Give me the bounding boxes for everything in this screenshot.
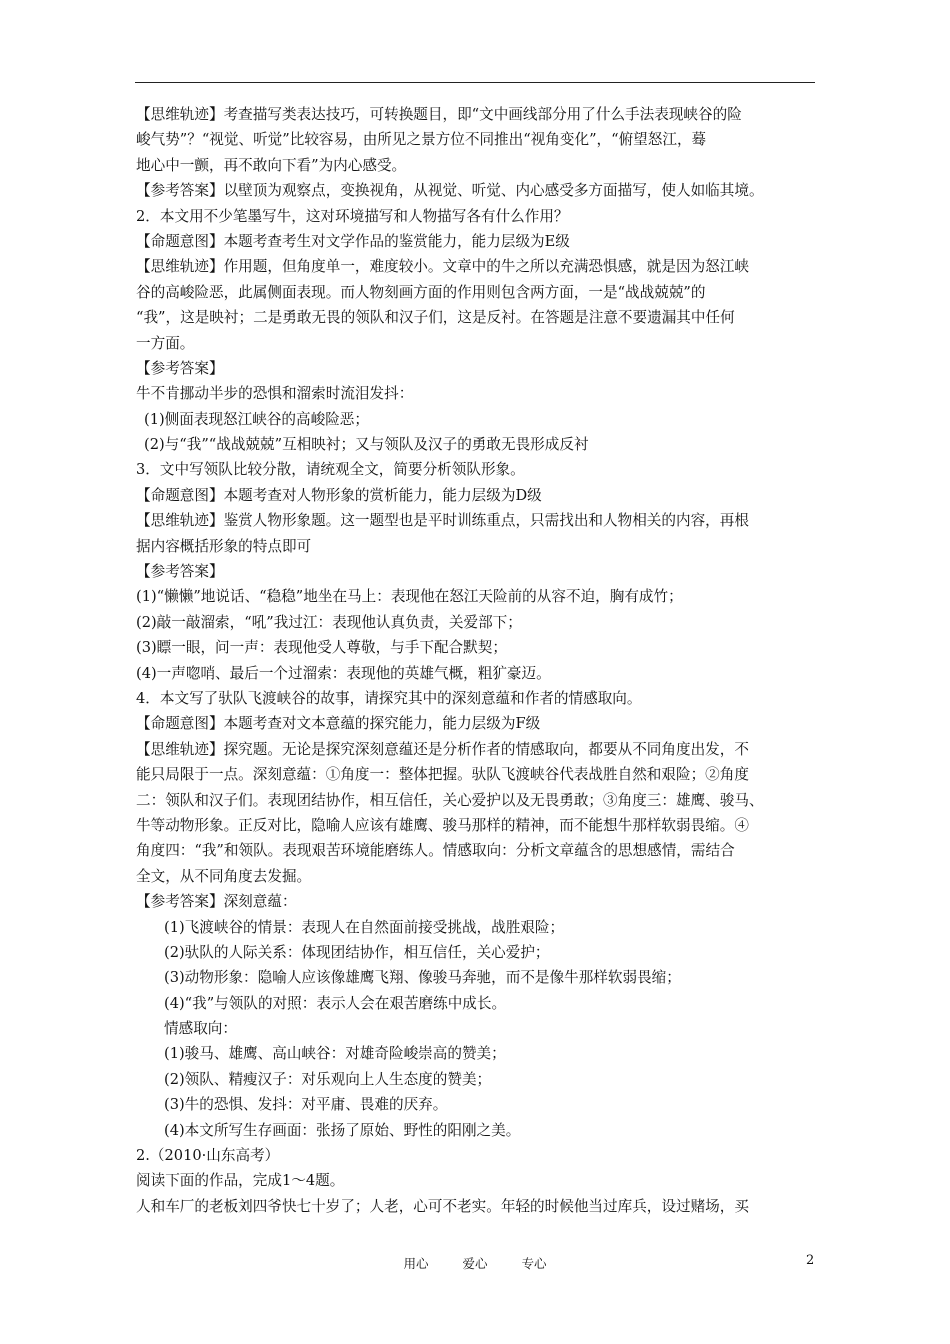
text-line: 一方面。 <box>136 334 195 352</box>
text-line: 据内容概括形象的特点即可 <box>136 537 312 555</box>
text-line: 【命题意图】本题考查对文本意蕴的探究能力，能力层级为F级 <box>136 715 541 733</box>
text-line: “我”，这是映衬；二是勇敢无畏的领队和汉子们，这是反衬。在答题是注意不要遗漏其中任何 <box>136 309 735 327</box>
text-line: 2．本文用不少笔墨写牛，这对环境描写和人物描写各有什么作用？ <box>136 207 569 225</box>
footer-motto-word: 专心 <box>521 1256 547 1271</box>
text-line: 地心中一颤，再不敢向下看”为内心感受。 <box>136 156 407 174</box>
text-line: 【思维轨迹】探究题。无论是探究深刻意蕴还是分析作者的情感取向，都要从不同角度出发，不 <box>136 740 749 758</box>
header-rule <box>135 82 815 83</box>
text-line: 情感取向： <box>164 1020 237 1038</box>
text-line: (1)飞渡峡谷的情景：表现人在自然面前接受挑战，战胜艰险； <box>164 918 565 936</box>
text-line: 【命题意图】本题考查考生对文学作品的鉴赏能力，能力层级为E级 <box>136 232 570 250</box>
text-line: 4．本文写了驮队飞渡峡谷的故事，请探究其中的深刻意蕴和作者的情感取向。 <box>136 689 642 707</box>
text-line: 【思维轨迹】鉴赏人物形象题。这一题型也是平时训练重点，只需找出和人物相关的内容，再根 <box>136 512 749 530</box>
text-line: 【参考答案】 <box>136 359 224 377</box>
text-line: 3．文中写领队比较分散，请统观全文，简要分析领队形象。 <box>136 461 525 479</box>
text-line: 阅读下面的作品，完成1～4题。 <box>136 1172 345 1190</box>
text-line: (4)“我”与领队的对照：表示人会在艰苦磨练中成长。 <box>164 994 507 1012</box>
text-line: (2)与“我”“战战兢兢”互相映衬；又与领队及汉子的勇敢无畏形成反衬 <box>144 436 589 454</box>
text-line: 二：领队和汉子们。表现团结协作，相互信任，关心爱护以及无畏勇敢；③角度三：雄鹰、骏马、 <box>136 791 764 809</box>
text-line: (1)骏马、雄鹰、高山峡谷：对雄奇险峻崇高的赞美； <box>164 1045 506 1063</box>
text-line: (1)侧面表现怒江峡谷的高峻险恶； <box>144 410 369 428</box>
text-line: 【思维轨迹】考查描写类表达技巧，可转换题目，即“文中画线部分用了什么手法表现峡谷的险 <box>136 106 742 123</box>
text-line: (1)“懒懒”地说话、“稳稳”地坐在马上：表现他在怒江天险前的从容不迫，胸有成竹； <box>136 588 683 606</box>
text-line: (2)领队、精瘦汉子：对乐观向上人生态度的赞美； <box>164 1070 492 1088</box>
text-line: 全文，从不同角度去发掘。 <box>136 867 312 885</box>
footer-motto-word: 爱心 <box>462 1256 488 1271</box>
text-line: 【命题意图】本题考查对人物形象的赏析能力，能力层级为D级 <box>136 486 542 504</box>
text-line: 角度四：“我”和领队。表现艰苦环境能磨练人。情感取向：分析文章蕴含的思想感情，需结合 <box>136 842 735 860</box>
text-line: 牛不肯挪动半步的恐惧和溜索时流泪发抖： <box>136 385 414 403</box>
text-line: 牛等动物形象。正反对比，隐喻人应该有雄鹰、骏马那样的精神，而不能想牛那样软弱畏缩。④ <box>136 816 749 834</box>
text-line: (3)瞟一眼，问一声：表现他受人尊敬，与手下配合默契； <box>136 639 507 657</box>
text-line: 人和车厂的老板刘四爷快七十岁了；人老，心可不老实。年轻的时候他当过库兵，设过赌场，买 <box>136 1197 749 1215</box>
text-line: 【参考答案】深刻意蕴： <box>136 893 297 911</box>
text-line: (4)一声唿哨、最后一个过溜索：表现他的英雄气概，粗犷豪迈。 <box>136 664 551 682</box>
text-line: (2)敲一敲溜索，“吼”我过江：表现他认真负责，关爱部下； <box>136 613 522 631</box>
text-line: 【思维轨迹】作用题，但角度单一，难度较小。文章中的牛之所以充满恐惧感，就是因为怒江峡 <box>136 258 749 276</box>
text-line: 【参考答案】 <box>136 563 224 581</box>
footer-motto-word: 用心 <box>403 1256 429 1271</box>
text-line: (3)牛的恐惧、发抖：对平庸、畏难的厌弃。 <box>164 1096 448 1114</box>
text-line: 峻气势”？“视觉、听觉”比较容易，由所见之景方位不同推出“视角变化”，“俯望怒江，蓦 <box>136 131 707 149</box>
text-line: (2)驮队的人际关系：体现团结协作，相互信任，关心爱护； <box>164 943 550 961</box>
text-line: (4)本文所写生存画面：张扬了原始、野性的阳刚之美。 <box>164 1121 521 1139</box>
text-line: 谷的高峻险恶，此属侧面表现。而人物刻画方面的作用则包含两方面，一是“战战兢兢”的 <box>136 283 706 301</box>
text-line: 能只局限于一点。深刻意蕴：①角度一：整体把握。驮队飞渡峡谷代表战胜自然和艰险；②角度 <box>136 766 749 784</box>
page-number: 2 <box>806 1253 815 1268</box>
text-line: 2.（2010·山东高考） <box>136 1147 280 1165</box>
text-line: 【参考答案】以壁顶为观察点，变换视角，从视觉、听觉、内心感受多方面描写，使人如临其境。 <box>136 182 764 200</box>
text-line: (3)动物形象：隐喻人应该像雄鹰飞翔、像骏马奔驰，而不是像牛那样软弱畏缩； <box>164 969 681 987</box>
document-body <box>136 102 816 1219</box>
